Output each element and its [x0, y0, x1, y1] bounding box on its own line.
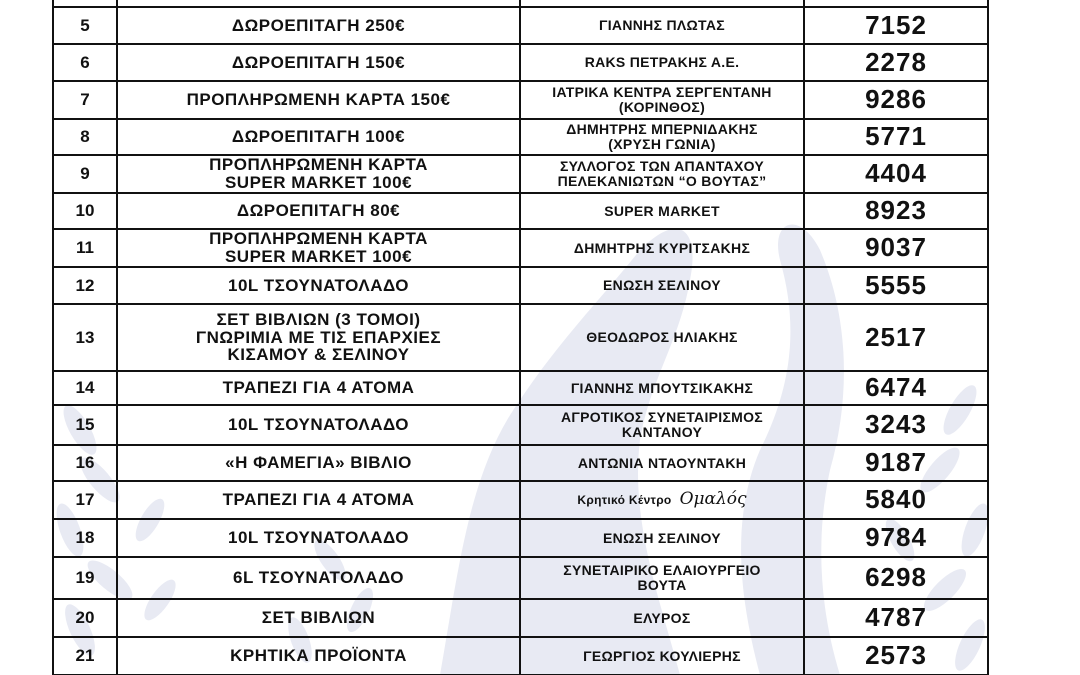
prize-text: ΠΡΟΠΛΗΡΩΜΕΝΗ ΚΑΡΤΑ	[209, 155, 428, 175]
winning-number	[804, 0, 988, 7]
row-number: 20	[53, 599, 117, 637]
prize-cell	[117, 304, 520, 371]
sponsor-cell	[520, 405, 804, 445]
table-row	[53, 557, 988, 599]
sponsor-cell	[520, 155, 804, 193]
sponsor-cell	[520, 229, 804, 267]
prize-text: ΠΡΟΠΛΗΡΩΜΕΝΗ ΚΑΡΤΑ	[209, 229, 428, 249]
table-row	[53, 44, 988, 81]
prize-cell	[117, 445, 520, 481]
prize-cell	[117, 371, 520, 405]
winning-number: 2517	[804, 304, 988, 371]
prize-cell	[117, 44, 520, 81]
prize-cell	[117, 405, 520, 445]
sponsor-cell	[520, 119, 804, 155]
table-row	[53, 7, 988, 44]
row-number: 6	[53, 44, 117, 81]
sponsor-cell	[520, 81, 804, 119]
sponsor-cell	[520, 304, 804, 371]
table-row	[53, 405, 988, 445]
prize-text: SUPER MARKET 100€	[224, 173, 413, 192]
row-number: 14	[53, 371, 117, 405]
winning-number: 5840	[804, 481, 988, 519]
prize-cell	[117, 7, 520, 44]
winning-number: 9784	[804, 519, 988, 557]
sponsor-cell	[520, 481, 804, 519]
row-number: 15	[53, 405, 117, 445]
prize-cell	[117, 519, 520, 557]
sponsor-cell	[520, 445, 804, 481]
winning-number: 6474	[804, 371, 988, 405]
sponsor-text: ΓΙΑΝΝΗΣ ΜΠΟΥΤΣΙΚΑΚΗΣ	[570, 379, 754, 396]
sponsor-text: ΓΕΩΡΓΙΟΣ ΚΟΥΛΙΕΡΗΣ	[583, 647, 741, 664]
row-number: 17	[53, 481, 117, 519]
prize-text: ΣΕΤ ΒΙΒΛΙΩΝ (3 ΤΟΜΟΙ)	[216, 309, 421, 329]
sponsor-logo-script: Ομαλός	[679, 489, 747, 510]
table-row	[53, 193, 988, 229]
sponsor-cell	[520, 557, 804, 599]
sponsor-text: RAKS ΠΕΤΡΑΚΗΣ Α.Ε.	[584, 54, 740, 71]
prize-cell	[117, 155, 520, 193]
row-number: 7	[53, 81, 117, 119]
prize-text: ΔΩΡΟΕΠΙΤΑΓΗ 80€	[236, 201, 401, 221]
sponsor-text: ΒΟΥΤΑ	[637, 577, 687, 593]
prize-text: ΤΡΑΠΕΖΙ ΓΙΑ 4 ΑΤΟΜΑ	[222, 378, 415, 398]
table-row	[53, 119, 988, 155]
prize-cell	[117, 267, 520, 304]
sponsor-text: ΕΝΩΣΗ ΣΕΛΙΝΟΥ	[603, 277, 721, 294]
prize-cell	[117, 481, 520, 519]
prize-cell	[117, 119, 520, 155]
prize-cell	[117, 637, 520, 675]
sponsor-text: ΑΓΡΟΤΙΚΟΣ ΣΥΝΕΤΑΙΡΙΣΜΟΣ	[560, 409, 764, 426]
row-number: 16	[53, 445, 117, 481]
prize-text: «Η ΦΑΜΕΓΙΑ» ΒΙΒΛΙΟ	[225, 453, 412, 473]
sponsor-text: ΣΥΝΕΤΑΙΡΙΚΟ ΕΛΑΙΟΥΡΓΕΙΟ	[563, 562, 761, 579]
prize-text: 10L ΤΣΟΥΝΑΤΟΛΑΔΟ	[228, 275, 409, 295]
winning-number: 7152	[804, 7, 988, 44]
table-row	[53, 0, 988, 7]
sponsor-cell	[520, 519, 804, 557]
sponsor-cell	[520, 44, 804, 81]
sponsor-text: ΔΗΜΗΤΡΗΣ ΚΥΡΙΤΣΑΚΗΣ	[573, 239, 751, 256]
sponsor-text: ΚΑΝΤΑΝΟΥ	[621, 424, 703, 440]
prize-text: ΚΡΗΤΙΚΑ ΠΡΟΪΟΝΤΑ	[230, 646, 407, 666]
table-row	[53, 155, 988, 193]
winning-number: 9187	[804, 445, 988, 481]
prize-cell	[117, 557, 520, 599]
table-row	[53, 599, 988, 637]
table-row	[53, 637, 988, 675]
table-row	[53, 229, 988, 267]
sponsor-cell	[520, 267, 804, 304]
prize-text: ΣΕΤ ΒΙΒΛΙΩΝ	[261, 608, 376, 628]
sponsor-cell	[520, 0, 804, 7]
winning-number: 3243	[804, 405, 988, 445]
sponsor-text: ΔΗΜΗΤΡΗΣ ΜΠΕΡΝΙΔΑΚΗΣ	[566, 121, 758, 138]
prize-cell	[117, 0, 520, 7]
sponsor-logo	[577, 489, 747, 510]
sponsor-cell	[520, 193, 804, 229]
prize-cell	[117, 193, 520, 229]
table-row	[53, 519, 988, 557]
row-number: 10	[53, 193, 117, 229]
sponsor-cell	[520, 371, 804, 405]
row-number: 19	[53, 557, 117, 599]
sponsor-text: (ΚΟΡΙΝΘΟΣ)	[618, 99, 706, 115]
row-number: 11	[53, 229, 117, 267]
sponsor-text: ΠΕΛΕΚΑΝΙΩΤΩΝ “Ο ΒΟΥΤΑΣ”	[557, 173, 767, 189]
winning-number: 4787	[804, 599, 988, 637]
table-row	[53, 81, 988, 119]
prize-text: ΔΩΡΟΕΠΙΤΑΓΗ 150€	[231, 52, 406, 72]
prize-text: ΠΡΟΠΛΗΡΩΜΕΝΗ ΚΑΡΤΑ 150€	[186, 90, 451, 110]
row-number	[53, 0, 117, 7]
sponsor-text: ΕΛΥΡΟΣ	[633, 609, 691, 626]
prize-text: SUPER MARKET 100€	[224, 247, 413, 266]
prize-cell	[117, 599, 520, 637]
table-row	[53, 371, 988, 405]
winning-number: 5771	[804, 119, 988, 155]
sponsor-text: ΕΝΩΣΗ ΣΕΛΙΝΟΥ	[603, 529, 721, 546]
prize-text: ΓΝΩΡΙΜΙΑ ΜΕ ΤΙΣ ΕΠΑΡΧΙΕΣ	[195, 327, 442, 347]
winning-number: 9286	[804, 81, 988, 119]
table-row	[53, 267, 988, 304]
row-number: 8	[53, 119, 117, 155]
winning-number: 2573	[804, 637, 988, 675]
sponsor-text: ΣΥΛΛΟΓΟΣ ΤΩΝ ΑΠΑΝΤΑΧΟΥ	[559, 158, 765, 175]
sponsor-text: SUPER MARKET	[604, 202, 720, 219]
winning-number: 9037	[804, 229, 988, 267]
sponsor-text: ΑΝΤΩΝΙΑ ΝΤΑΟΥΝΤΑΚΗ	[577, 454, 747, 471]
prize-text: ΤΡΑΠΕΖΙ ΓΙΑ 4 ΑΤΟΜΑ	[222, 490, 415, 510]
winning-number: 6298	[804, 557, 988, 599]
prize-text: ΔΩΡΟΕΠΙΤΑΓΗ 100€	[231, 127, 406, 147]
row-number: 12	[53, 267, 117, 304]
prize-text: 10L ΤΣΟΥΝΑΤΟΛΑΔΟ	[228, 415, 409, 435]
row-number: 18	[53, 519, 117, 557]
winning-number: 2278	[804, 44, 988, 81]
sponsor-text: ΘΕΟΔΩΡΟΣ ΗΛΙΑΚΗΣ	[586, 329, 738, 346]
sponsor-text: ΓΙΑΝΝΗΣ ΠΛΩΤΑΣ	[599, 17, 725, 34]
winning-number: 8923	[804, 193, 988, 229]
row-number: 5	[53, 7, 117, 44]
sponsor-cell	[520, 7, 804, 44]
row-number: 13	[53, 304, 117, 371]
prize-text: ΚΙΣΑΜΟΥ & ΣΕΛΙΝΟΥ	[227, 345, 410, 365]
results-table	[52, 0, 989, 675]
sponsor-text: (ΧΡΥΣΗ ΓΩΝΙΑ)	[608, 136, 716, 152]
table-row	[53, 445, 988, 481]
prize-cell	[117, 81, 520, 119]
sponsor-text: ΙΑΤΡΙΚΑ ΚΕΝΤΡΑ ΣΕΡΓΕΝΤΑΝΗ	[552, 84, 772, 101]
prize-text: 10L ΤΣΟΥΝΑΤΟΛΑΔΟ	[228, 528, 409, 548]
prize-text: 6L ΤΣΟΥΝΑΤΟΛΑΔΟ	[232, 568, 405, 588]
row-number: 21	[53, 637, 117, 675]
sponsor-logo-prefix: Κρητικό Κέντρο	[577, 493, 672, 508]
table-row	[53, 481, 988, 519]
table-row	[53, 304, 988, 371]
sponsor-cell	[520, 637, 804, 675]
row-number: 9	[53, 155, 117, 193]
prize-text: ΔΩΡΟΕΠΙΤΑΓΗ 250€	[231, 15, 406, 35]
winning-number: 5555	[804, 267, 988, 304]
winning-number: 4404	[804, 155, 988, 193]
prize-cell	[117, 229, 520, 267]
sponsor-cell	[520, 599, 804, 637]
